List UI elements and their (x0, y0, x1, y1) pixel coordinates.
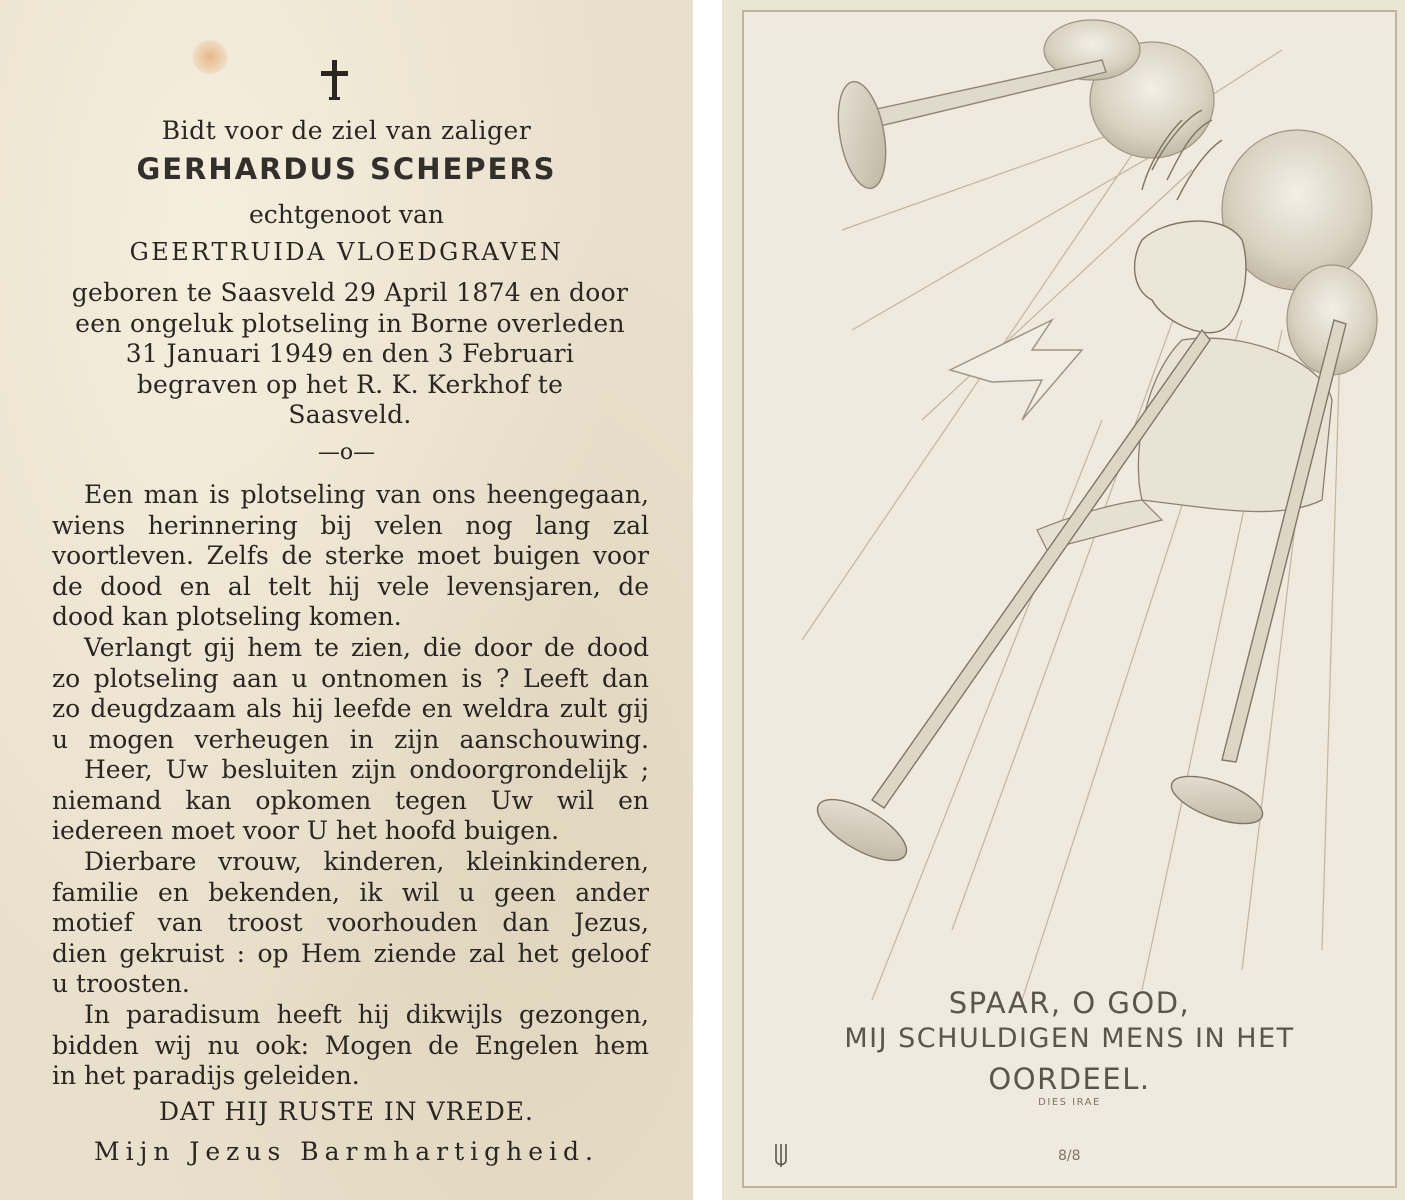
text-line: u mogen verheugen in zijn aanschouwing. (52, 724, 649, 754)
prayer-intro: Bidt voor de ziel van zaliger (161, 116, 532, 145)
bio-line: Saasveld. (288, 400, 412, 429)
paragraph-3 (52, 755, 649, 847)
deceased-name: GERHARDUS SCHEPERS (136, 152, 557, 186)
illustration-card (722, 0, 1405, 1200)
closing-prayer: Mijn Jezus Barmhartigheid. (93, 1137, 600, 1166)
closing-blessing: DAT HIJ RUSTE IN VREDE. (159, 1097, 534, 1126)
biography (50, 278, 650, 431)
bio-line: 31 Januari 1949 en den 3 Februari (125, 339, 575, 368)
text-line: dood kan plotseling komen. (52, 602, 402, 632)
artist-monogram-icon (774, 1140, 788, 1168)
text-line: motief van troost voorhouden dan Jezus, (52, 908, 649, 938)
text-line: Dierbare vrouw, kinderen, kleinkinderen, (84, 847, 649, 876)
paragraph-1 (52, 480, 649, 633)
bio-line: begraven op het R. K. Kerkhof te (136, 369, 564, 399)
caption-credit: DIES IRAE (1038, 1097, 1101, 1108)
text-line: zo deugdzaam als hij leefde en weldra zult gij (52, 694, 649, 724)
trumpet-angel-illustration (722, 0, 1405, 1200)
text-line: iedereen moet voor U het hoofd buigen. (52, 816, 560, 846)
text-line: niemand kan opkomen tegen Uw wil en (52, 785, 649, 815)
text-line: wiens herinnering bij velen nog lang zal (52, 510, 649, 540)
card-number: 8/8 (1058, 1148, 1081, 1164)
caption-line: MIJ SCHULDIGEN MENS IN HET (844, 1023, 1295, 1054)
text-line: zo plotseling aan u ontnomen is ? Leeft dan (52, 663, 649, 693)
text-line: bidden wij nu ook: Mogen de Engelen hem (52, 1030, 649, 1060)
paragraph-4 (52, 847, 649, 1000)
spouse-name: GEERTRUIDA VLOEDGRAVEN (129, 238, 564, 266)
paper-stain (192, 40, 228, 74)
section-divider: —o— (317, 440, 376, 465)
bio-line: een ongeluk plotseling in Borne overleden (75, 308, 625, 338)
paragraph-5 (52, 1000, 649, 1092)
text-line: Verlangt gij hem te zien, die door de dood (84, 633, 649, 662)
text-line: Een man is plotseling van ons heengegaan, (84, 480, 649, 509)
text-line: in het paradijs geleiden. (52, 1061, 360, 1091)
cross-icon (310, 58, 360, 102)
text-line: u troosten. (52, 969, 190, 999)
text-line: familie en bekenden, ik wil u geen ander (52, 877, 649, 907)
memorial-text-card (0, 0, 693, 1200)
text-line: Heer, Uw besluiten zijn ondoorgrondelijk ; (84, 755, 649, 784)
caption-line: SPAAR, O GOD, (948, 986, 1191, 1020)
paragraph-2 (52, 633, 649, 755)
text-line: de dood en al telt hij vele levensjaren, de (52, 571, 649, 601)
caption-line: OORDEEL. (988, 1062, 1151, 1096)
text-line: voortleven. Zelfs de sterke moet buigen voor (52, 541, 649, 571)
text-line: dien gekruist : op Hem ziende zal het geloof (52, 938, 649, 968)
spouse-label: echtgenoot van (248, 200, 445, 229)
text-line: In paradisum heeft hij dikwijls gezongen, (84, 1000, 649, 1029)
bio-line: geboren te Saasveld 29 April 1874 en door (71, 278, 629, 307)
